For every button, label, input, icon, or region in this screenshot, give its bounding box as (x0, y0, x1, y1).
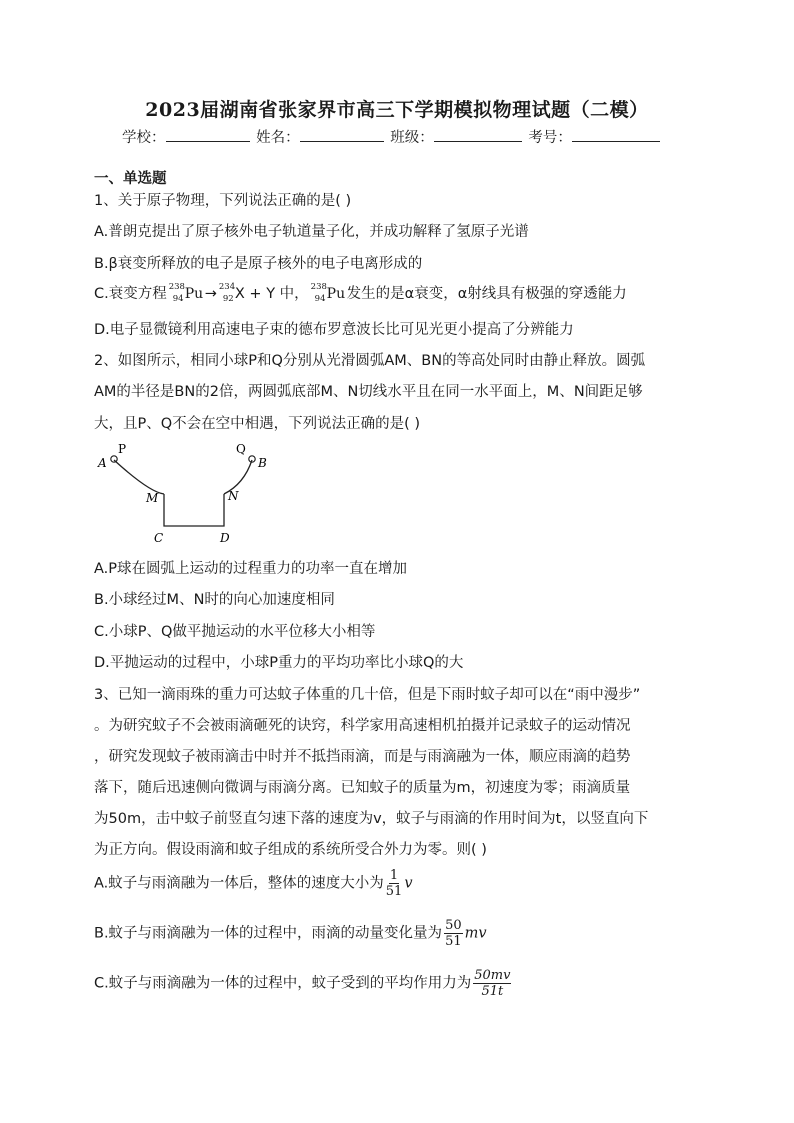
q3-b-text: B.蚊子与雨滴融为一体的过程中，雨滴的动量变化量为 (94, 925, 443, 942)
class-blank[interactable] (434, 126, 522, 142)
q3-b-fraction: $\frac{50}{51}$ (445, 918, 462, 949)
q3-c-text: C.蚊子与雨滴融为一体的过程中，蚊子受到的平均作用力为 (94, 975, 472, 992)
q3-stem-line3: ，研究发现蚊子被雨滴击中时并不抵挡雨滴，而是与雨滴融为一体，顺应雨滴的趋势 (94, 749, 631, 765)
arc-am (114, 460, 164, 494)
q1-stem: 1、关于原子物理，下列说法正确的是( ) (94, 193, 352, 209)
q2-stem-line1: 2、如图所示，相同小球P和Q分别从光滑圆弧AM、BN的等高处同时由静止释放。圆弧 (94, 353, 646, 369)
x-nuclide: 234 92 (218, 282, 236, 304)
label-p: P (118, 442, 127, 456)
q3-stem-line6: 为正方向。假设雨滴和蚊子组成的系统所受合外力为零。则( ) (94, 842, 487, 858)
label-n: N (228, 489, 239, 503)
exam-number-label: 考号： (528, 130, 572, 146)
q1-c-mid: X + Y 中， (234, 286, 309, 302)
q3-stem-line1: 3、已知一滴雨珠的重力可达蚊子体重的几十倍，但是下雨时蚊子却可以在“雨中漫步” (94, 687, 641, 703)
q1-option-b: B.β衰变所释放的电子是原子核外的电子电离形成的 (94, 256, 423, 272)
q3-stem-line2: 。为研究蚊子不会被雨滴砸死的诀窍，科学家用高速相机拍摄并记录蚊子的运动情况 (94, 718, 631, 734)
q3-b-var: mv (464, 925, 487, 942)
q3-stem-line5: 为50m，击中蚊子前竖直匀速下落的速度为v，蚊子与雨滴的作用时间为t，以竖直向下 (94, 811, 649, 827)
q2-option-d: D.平抛运动的过程中，小球P重力的平均功率比小球Q的大 (94, 655, 464, 671)
q1-c-prefix: C.衰变方程 (94, 286, 167, 302)
school-label: 学校： (122, 130, 166, 146)
q3-option-b (94, 918, 487, 949)
pu-238-nuclide-2: 238 94 Pu (310, 282, 346, 304)
q2-option-b: B.小球经过M、N时的向心加速度相同 (94, 592, 335, 608)
arrow: → (204, 286, 217, 302)
student-info-row (122, 126, 662, 147)
q3-a-text: A.蚊子与雨滴融为一体后，整体的速度大小为 (94, 875, 384, 892)
q2-stem-line2: AM的半径是BN的2倍，两圆弧底部M、N切线水平且在同一水平面上，M、N间距足够 (94, 384, 643, 400)
page-title: 2023届湖南省张家界市高三下学期模拟物理试题（二模） (145, 99, 649, 121)
q2-option-a: A.P球在圆弧上运动的过程重力的功率一直在增加 (94, 561, 408, 577)
q2-stem-line3: 大，且P、Q不会在空中相遇，下列说法正确的是( ) (94, 416, 421, 432)
q3-a-fraction: $\frac{1}{51}$ (385, 868, 403, 899)
label-b: B (258, 456, 267, 470)
label-m: M (146, 491, 159, 505)
name-blank[interactable] (300, 126, 384, 142)
label-q: Q (236, 442, 246, 456)
label-d: D (220, 531, 230, 545)
exam-number-blank[interactable] (572, 126, 660, 142)
label-a: A (98, 456, 107, 470)
label-c: C (154, 531, 164, 545)
ball-p (111, 456, 117, 462)
trough-cd (164, 494, 224, 526)
q1-option-a: A.普朗克提出了原子核外电子轨道量子化，并成功解释了氢原子光谱 (94, 224, 529, 240)
q1-c-suffix: 发生的是α衰变，α射线具有极强的穿透能力 (346, 286, 627, 302)
q3-stem-line4: 落下，随后迅速侧向微调与雨滴分离。已知蚊子的质量为m，初速度为零；雨滴质量 (94, 780, 631, 796)
q3-option-a (94, 868, 413, 899)
school-blank[interactable] (166, 126, 250, 142)
q3-option-c (94, 968, 513, 999)
name-label: 姓名： (256, 130, 300, 146)
q3-c-fraction: $\frac{50mv}{51t}$ (474, 968, 511, 999)
q3-a-var: v (404, 875, 413, 892)
pu-238-nuclide: 238 94 Pu (168, 282, 204, 304)
q1-option-d: D.电子显微镜利用高速电子束的德布罗意波长比可见光更小提高了分辨能力 (94, 322, 574, 338)
q2-figure (94, 436, 284, 546)
class-label: 班级： (390, 130, 434, 146)
q2-option-c: C.小球P、Q做平抛运动的水平位移大小相等 (94, 624, 376, 640)
q1-option-c (94, 282, 627, 304)
section-heading: 一、单选题 (94, 171, 167, 187)
